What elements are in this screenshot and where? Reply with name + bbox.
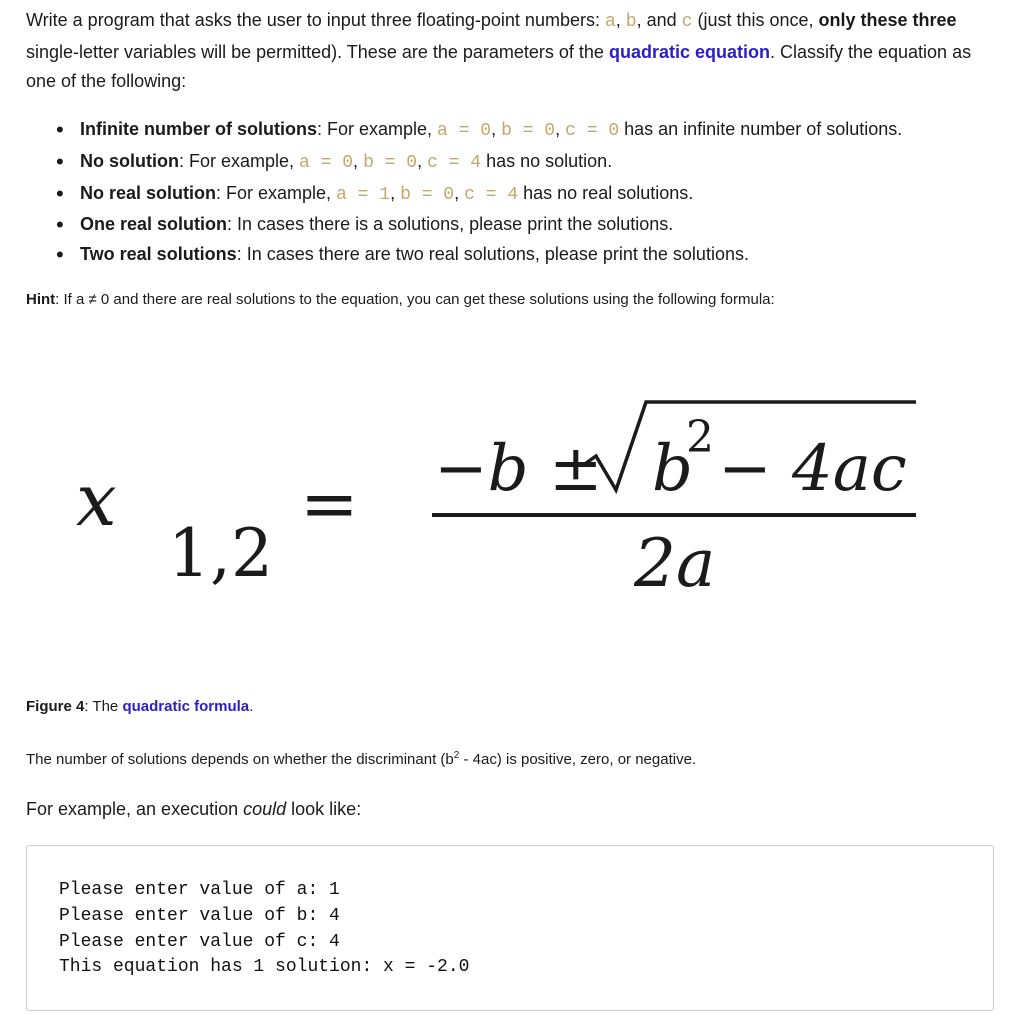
console-line: Please enter value of a: 1 <box>59 880 340 900</box>
disc-sup: 2 <box>453 750 460 761</box>
console-line: Please enter value of c: 4 <box>59 931 340 952</box>
intro-text: . Classify the equation as one of the following: <box>26 41 972 91</box>
intro-text: (just this once, <box>692 10 819 30</box>
list-item <box>54 240 902 270</box>
code-a: a = 0 <box>299 152 354 173</box>
case-text: : For example, <box>216 182 337 203</box>
formula-equals: = <box>300 463 359 545</box>
quadratic-formula-figure <box>0 380 1024 620</box>
console-line: Please enter value of b: 4 <box>59 905 340 926</box>
formula-numerator-end: − 4ac <box>718 432 907 506</box>
disc-text: - 4ac) is positive, zero, or negative. <box>459 751 697 768</box>
intro-paragraph <box>26 6 1001 97</box>
disc-text: The number of solutions depends on whether the discriminant (b <box>26 751 454 768</box>
case-text: : For example, <box>317 119 438 139</box>
var-a: a <box>604 12 616 32</box>
quadratic-formula-link[interactable]: quadratic formula <box>122 698 250 715</box>
code-c: c = 4 <box>427 152 482 173</box>
formula-square: 2 <box>686 412 714 463</box>
hint-label: Hint <box>26 291 56 308</box>
var-b: b <box>625 12 637 32</box>
case-title: One real solution <box>80 214 228 235</box>
intro-text: Write a program that asks the user to input three floating-point numbers: <box>26 10 605 30</box>
list-item: • No real solution: For example, a = 1, b = 0, c = 4 has no real solutions. <box>54 179 902 211</box>
example-emphasis: could <box>243 799 287 819</box>
caption-label: Figure 4 <box>26 698 85 715</box>
formula-numerator-start: −b ± <box>434 432 603 506</box>
console-line: This equation has 1 solution: x = -2.0 <box>59 957 470 978</box>
list-item <box>54 210 902 240</box>
case-text: : In cases there are two real solutions, please print the solutions. <box>236 244 749 265</box>
case-text: has no real solutions. <box>518 182 694 203</box>
list-item: • No solution: For example, a = 0, b = 0, c = 4 has no solution. <box>54 147 902 179</box>
formula-b: b <box>652 432 693 506</box>
code-c: c = 0 <box>565 121 620 141</box>
case-text: has an infinite number of solutions. <box>619 119 903 139</box>
code-b: b = 0 <box>363 152 418 173</box>
case-text: : For example, <box>178 150 300 171</box>
formula-subscript: 1,2 <box>168 515 273 592</box>
code-a: a = 0 <box>437 121 492 141</box>
hint-text <box>26 291 775 308</box>
code-b: b = 0 <box>501 121 556 141</box>
case-title: No real solution <box>80 182 217 203</box>
case-title: No solution <box>80 150 179 171</box>
sep: , <box>615 10 626 30</box>
discriminant-paragraph <box>26 750 696 768</box>
console-lines <box>59 878 469 981</box>
case-title: Infinite number of solutions <box>80 119 317 139</box>
console-output-block <box>26 845 994 1011</box>
code-b: b = 0 <box>400 184 455 205</box>
formula-x: x <box>76 458 117 542</box>
example-text: look like: <box>286 799 362 819</box>
list-item: • Infinite number of solutions: For example, a = 0, b = 0, c = 0 has an infinite number of solutions. <box>54 115 902 147</box>
caption-text: . <box>249 698 254 715</box>
intro-emphasis: only these three <box>818 10 957 30</box>
quadratic-equation-link[interactable]: quadratic equation <box>608 41 770 62</box>
formula-denominator: 2a <box>634 525 716 602</box>
code-a: a = 1 <box>336 184 391 205</box>
example-intro <box>26 799 361 820</box>
figure-caption <box>26 698 253 715</box>
caption-text: : The <box>84 698 123 715</box>
var-c: c <box>681 12 693 32</box>
code-c: c = 4 <box>464 184 519 205</box>
case-text: : In cases there is a solutions, please print the solutions. <box>227 214 674 235</box>
intro-text: single-letter variables will be permitted). These are the parameters of the <box>26 41 609 62</box>
case-text: has no solution. <box>481 150 613 171</box>
sep: , and <box>636 10 682 30</box>
hint-body: : If a ≠ 0 and there are real solutions to the equation, you can get these solutions using the following formula: <box>55 291 775 308</box>
case-list <box>54 115 902 270</box>
case-title: Two real solutions <box>80 244 237 265</box>
example-text: For example, an execution <box>26 799 244 819</box>
